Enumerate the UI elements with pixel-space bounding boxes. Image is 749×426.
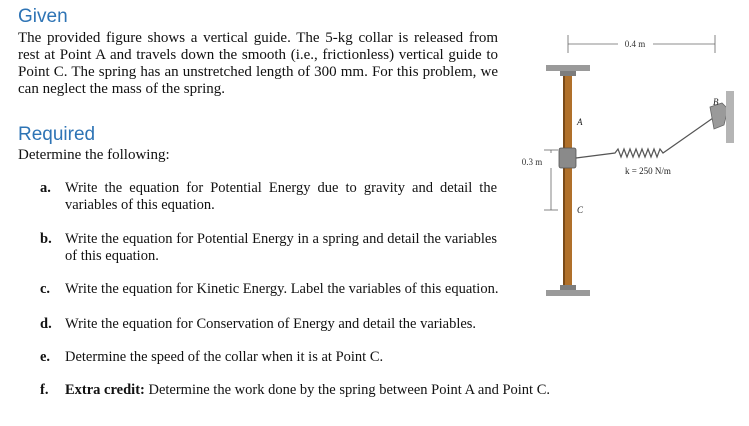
list-item-a (40, 180, 500, 214)
point-b-label: B (713, 97, 719, 107)
list-marker: a. (40, 180, 51, 196)
list-item-d (40, 316, 520, 334)
list-item-e (40, 349, 520, 367)
spring (576, 118, 713, 158)
list-item-b (40, 231, 500, 265)
required-intro: Determine the following: (18, 147, 170, 163)
given-heading: Given (18, 6, 68, 27)
wall (726, 91, 734, 143)
top-support-bracket (560, 71, 576, 76)
bottom-support-bracket (560, 285, 576, 290)
required-heading: Required (18, 124, 96, 145)
rod-shade (563, 76, 565, 287)
point-c-label: C (577, 205, 584, 215)
guide-figure (510, 25, 745, 305)
given-paragraph: The provided figure shows a vertical guide. The 5-kg collar is released from rest at Point A and travels down the smooth (i.e., frictionless) vertical guide to Point C. The spring has an unstretched length of 300 mm. For this problem, we can neglect the mass of the spring. (18, 30, 498, 97)
point-a-label: A (577, 117, 583, 127)
list-item-text: Write the equation for Potential Energy in a spring and detail the variables of this equation. (65, 231, 497, 264)
horizontal-dimension-label: 0.4 m (624, 39, 646, 49)
spring-constant-label: k = 250 N/m (625, 166, 671, 176)
extra-credit-text: Determine the work done by the spring between Point A and Point C. (144, 382, 550, 398)
list-item-c (40, 281, 520, 299)
top-support (546, 65, 590, 71)
bottom-support (546, 290, 590, 296)
vertical-dimension-label: 0.3 m (521, 157, 543, 167)
list-marker: c. (40, 281, 51, 297)
collar (559, 148, 576, 168)
list-item-text: Write the equation for Potential Energy due to gravity and detail the variables of this equation. (65, 180, 497, 213)
list-item-text: Write the equation for Conservation of Energy and detail the variables. (65, 316, 477, 332)
guide-figure-svg (510, 25, 745, 305)
list-marker: e. (40, 349, 51, 365)
extra-credit-label: Extra credit: (65, 382, 145, 398)
list-item-text: Write the equation for Kinetic Energy. Label the variables of this equation. (65, 281, 499, 297)
list-item-f (40, 382, 580, 400)
list-item-text: Determine the speed of the collar when it is at Point C. (65, 349, 384, 365)
list-marker: d. (40, 316, 52, 332)
list-item-text (65, 382, 550, 399)
list-marker: f. (40, 382, 49, 398)
list-marker: b. (40, 231, 52, 247)
